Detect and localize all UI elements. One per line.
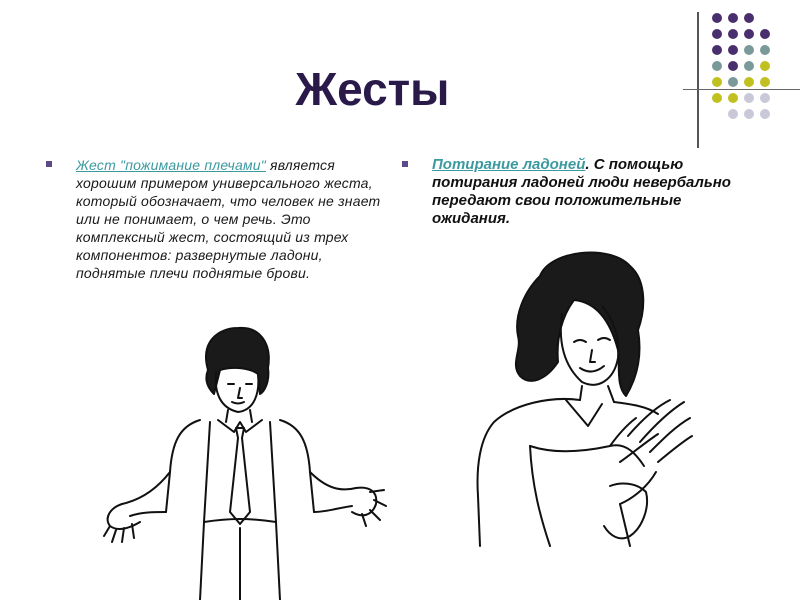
left-paragraph [46,156,386,282]
decor-horizontal-line [683,89,800,90]
decor-dot [712,93,722,103]
decor-dot [728,61,738,71]
decor-dot [744,109,754,119]
right-paragraph [402,156,732,228]
right-text-block [402,156,732,228]
bullet-icon [402,161,408,167]
decor-dot [728,77,738,87]
decor-dot [744,29,754,39]
decor-dot [744,93,754,103]
decor-dot [728,109,738,119]
decor-dot [728,93,738,103]
woman-rubbing-palms-drawing [470,246,710,554]
decor-dot [760,61,770,71]
left-paragraph-text: является хорошим примером универсального жеста, который обозначает, что человек не знает или не понимает, о чем речь. Это комплексный жест, состоящий из трех компонентов: развернутые ладони, поднятые плечи поднятые брови. [76,157,381,281]
decor-dot [760,45,770,55]
decor-vertical-line [697,12,699,148]
decor-dot [744,77,754,87]
decor-dot [760,29,770,39]
decor-dot [760,109,770,119]
decor-dot [760,77,770,87]
decor-dot [712,77,722,87]
decor-dot [744,13,754,23]
decor-dot [728,45,738,55]
decor-dot [760,93,770,103]
decor-dot [712,13,722,23]
man-shrugging-drawing [100,322,390,600]
shrug-gesture-link[interactable]: Жест "пожимание плечами" [76,157,266,173]
left-text-block [46,156,386,282]
palm-rubbing-link[interactable]: Потирание ладоней [432,156,586,173]
bullet-icon [46,161,52,167]
decor-dot [712,29,722,39]
decor-dot [728,29,738,39]
decor-dot [744,61,754,71]
right-paragraph-text: . С помощью потирания ладоней люди невербально передают свои положительные ожидания. [432,156,731,227]
slide-title: Жесты [295,63,450,115]
decor-dot [744,45,754,55]
decor-dot [712,45,722,55]
decor-dot [728,13,738,23]
decor-dot [712,61,722,71]
